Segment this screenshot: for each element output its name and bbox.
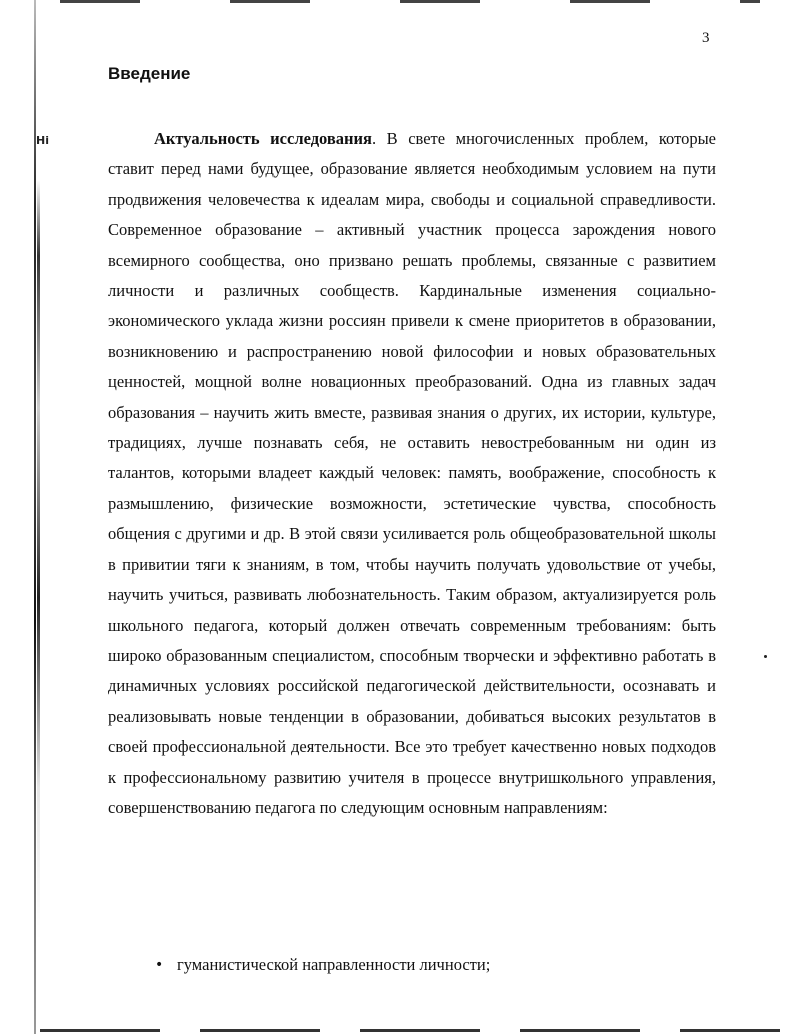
scan-edge [34,0,36,1034]
main-text [108,124,716,823]
bottom-scan-rule [40,1029,780,1032]
page-number: 3 [702,30,710,46]
directions-list [155,950,490,980]
scan-edge-shadow [37,180,40,940]
paragraph-body: . В свете многочисленных проблем, которые ставит перед нами будущее, образование является необходимым условием на пути продвижения человечества к идеалам мира, свободы и социальной справедливости. Современное образование – активный участник процесса зарождения нового всемирного сообщества, оно призвано решать проблемы, связанные с развитием личности и различных сообществ. Кардинальные изменения социально-экономического уклада жизни россиян привели к смене приоритетов в образовании, возникновению и распространению новой философии и новых образовательных ценностей, мощной волне новационных преобразований. Одна из главных задач образования – научить жить вместе, развивая знания о других, их истории, культуре, традициях, лучше познавать себя, не оставить невостребованным ни один из талантов, которыми владеет каждый человек: память, воображение, способность к размышлению, физические возможности, эстетические чувства, способность общения с другими и др. В этой связи усиливается роль общеобразовательной школы в привитии тяги к знаниям, в том, чтобы научить получать удовольствие от учебы, научить учиться, развивать любознательность. Таким образом, актуализируется роль школьного педагога, который должен отвечать современным требованиям: быть широко образованным специалистом, способным творчески и эффективно работать в динамичных условиях российской педагогической действительности, осознавать и реализовывать новые тенденции в образовании, добиваться высоких результатов в своей профессиональной деятельности. Все это требует качественно новых подходов к профессиональному развитию учителя в процессе внутришкольного управления, совершенствованию педагога по следующим основным направлениям: [108,129,716,817]
intro-paragraph [108,124,716,823]
scan-speck [764,655,767,658]
top-scan-rule [60,0,760,3]
list-item: • гуманистической направленности личности; [155,950,490,980]
page-title: Введение [108,64,191,83]
paragraph-lead: Актуальность исследования [154,129,372,148]
margin-mark: Hi [36,134,49,147]
